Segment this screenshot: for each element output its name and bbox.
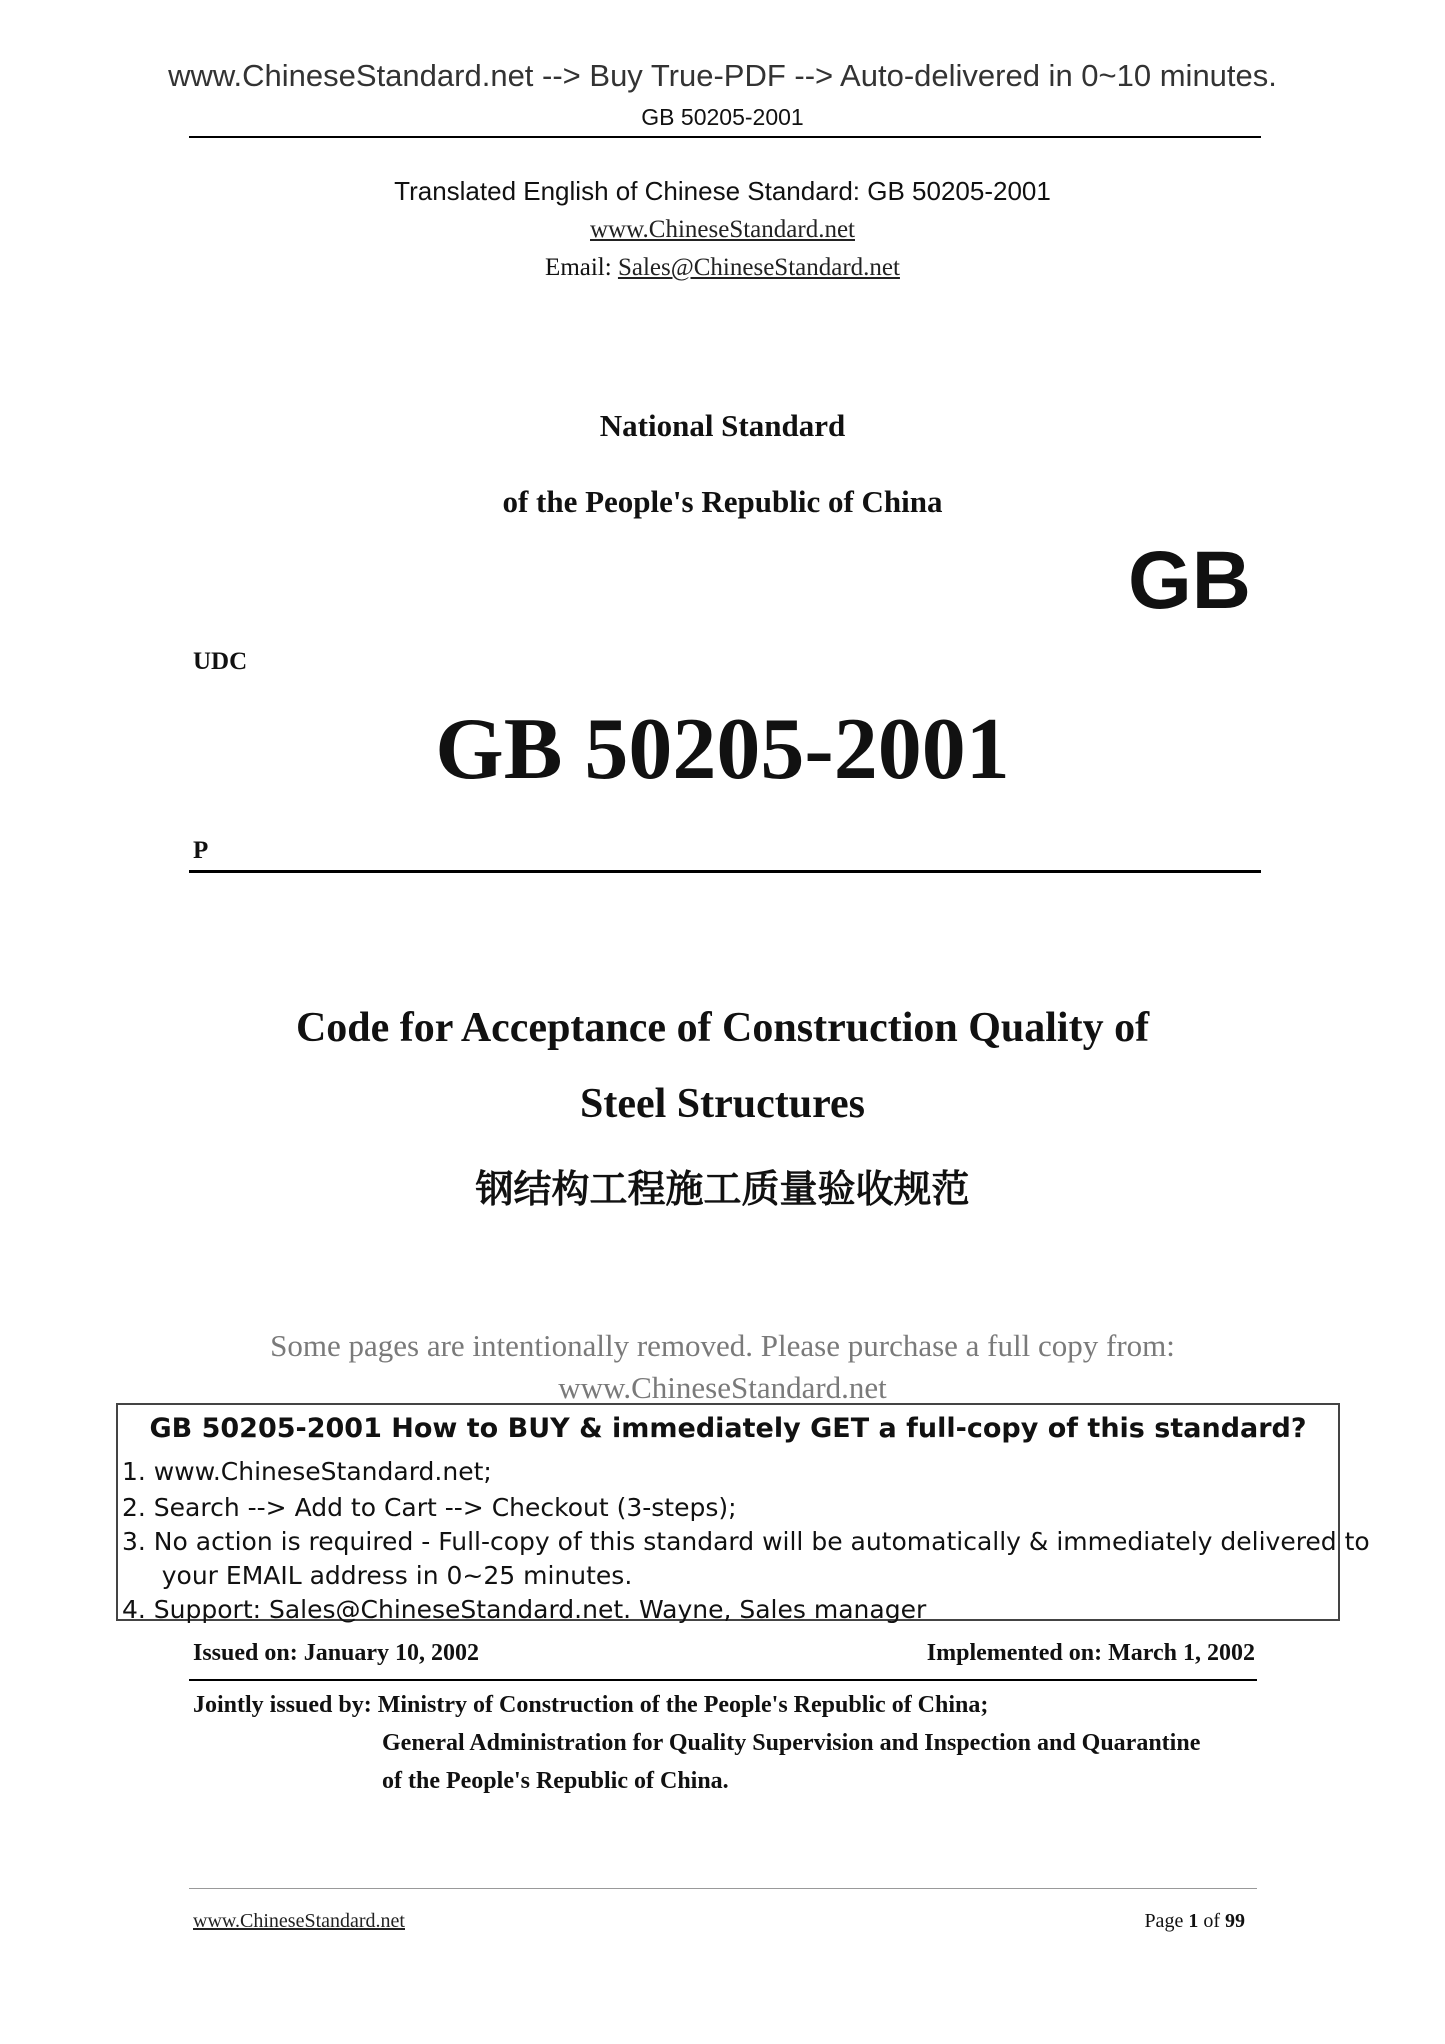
footer-divider — [189, 1888, 1257, 1889]
title-english-line2: Steel Structures — [580, 1081, 865, 1127]
gb-mark: GB — [1128, 535, 1251, 626]
header-doc-code: GB 50205-2001 — [641, 104, 804, 130]
standard-number: GB 50205-2001 — [435, 701, 1010, 798]
buy-step-3: 3. No action is required - Full-copy of this standard will be automatically & immediately delivered to — [122, 1527, 1370, 1556]
buy-step-3-continued: your EMAIL address in 0~25 minutes. — [122, 1561, 633, 1590]
issuers-line3: of the People's Republic of China. — [382, 1768, 729, 1794]
national-standard-line2: of the People's Republic of China — [502, 484, 943, 519]
issuer-ministry: Ministry of Construction of the People's Republic of China; — [377, 1692, 989, 1718]
implemented-date: Implemented on: March 1, 2002 — [926, 1640, 1255, 1666]
issuers-line2: General Administration for Quality Supervision and Inspection and Quarantine — [382, 1730, 1201, 1756]
translation-website-link[interactable]: www.ChineseStandard.net — [590, 216, 855, 243]
header-divider — [189, 136, 1261, 138]
email-link[interactable]: Sales@ChineseStandard.net — [617, 254, 900, 281]
dates-divider — [189, 1679, 1257, 1681]
buy-step-4: 4. Support: Sales@ChineseStandard.net. Wayne, Sales manager — [122, 1595, 927, 1624]
page-total: 99 — [1225, 1910, 1245, 1932]
removed-pages-notice: Some pages are intentionally removed. Please purchase a full copy from: — [270, 1328, 1175, 1363]
national-standard-line1: National Standard — [599, 408, 846, 443]
p-label: P — [193, 837, 209, 864]
udc-label: UDC — [193, 648, 248, 675]
buy-step-1: 1. www.ChineseStandard.net; — [122, 1457, 492, 1486]
translation-line: Translated English of Chinese Standard: GB 50205-2001 — [394, 176, 1051, 206]
buy-box-heading: GB 50205-2001 How to BUY & immediately GET a full-copy of this standard? — [149, 1413, 1307, 1444]
header-banner: www.ChineseStandard.net --> Buy True-PDF --> Auto-delivered in 0~10 minutes. — [168, 58, 1277, 93]
notice-website: www.ChineseStandard.net — [558, 1370, 887, 1405]
title-english-line1: Code for Acceptance of Construction Quality of — [295, 1005, 1150, 1051]
buy-step-2: 2. Search --> Add to Cart --> Checkout (3-steps); — [122, 1493, 737, 1522]
email-label: Email: — [545, 254, 618, 281]
page-of: of — [1198, 1910, 1225, 1932]
issuers-label: Jointly issued by: — [193, 1692, 378, 1718]
page-current: 1 — [1188, 1910, 1199, 1932]
translation-email — [0, 254, 1445, 282]
issued-date: Issued on: January 10, 2002 — [193, 1640, 480, 1666]
page-label: Page — [1144, 1910, 1189, 1932]
footer-website-link[interactable]: www.ChineseStandard.net — [193, 1910, 405, 1932]
issuers-line1 — [193, 1692, 988, 1719]
title-chinese: 钢结构工程施工质量验收规范 — [475, 1169, 970, 1211]
standard-divider — [189, 870, 1261, 873]
buy-instructions-box — [116, 1403, 1370, 1624]
page-number — [1144, 1910, 1245, 1933]
